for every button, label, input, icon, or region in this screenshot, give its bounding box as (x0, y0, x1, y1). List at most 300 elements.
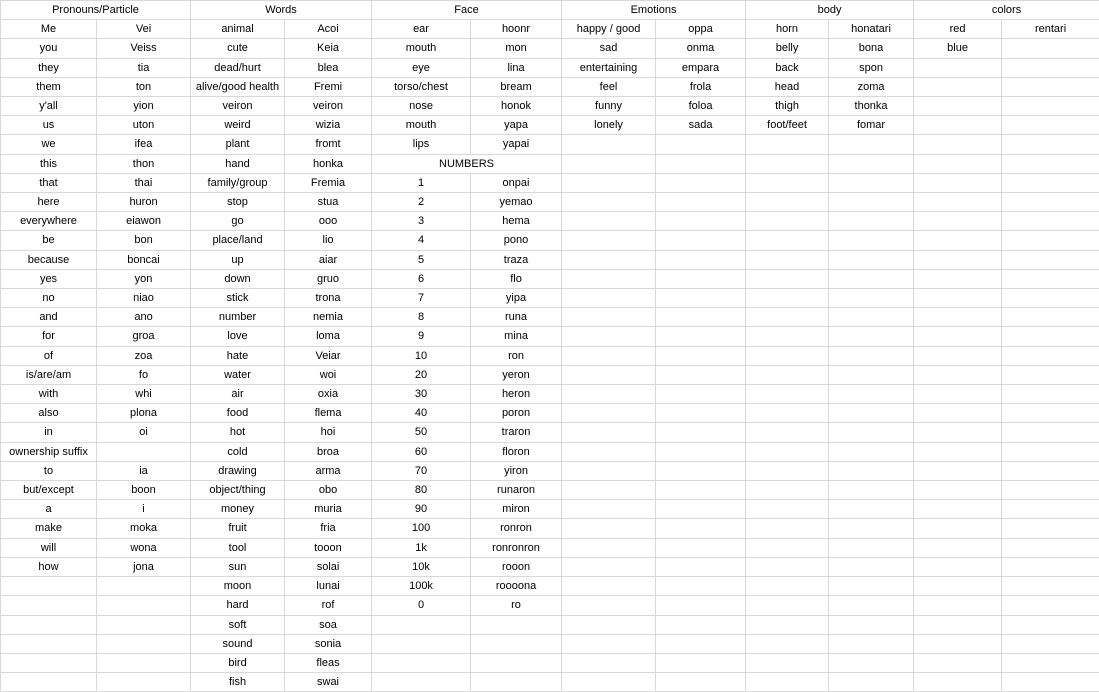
empty-cell (562, 231, 656, 250)
empty-cell (746, 461, 829, 480)
table-cell: here (1, 193, 97, 212)
table-cell: we (1, 135, 97, 154)
empty-cell (829, 135, 914, 154)
empty-cell (562, 154, 656, 173)
table-cell: make (1, 519, 97, 538)
table-cell: you (1, 39, 97, 58)
table-row (1, 481, 1099, 500)
empty-cell (656, 308, 746, 327)
empty-cell (829, 577, 914, 596)
table-cell: yemao (471, 193, 562, 212)
table-cell: fish (191, 673, 285, 692)
empty-cell (656, 173, 746, 192)
table-cell: 10k (372, 557, 471, 576)
empty-cell (1002, 327, 1099, 346)
table-cell: bon (97, 231, 191, 250)
empty-cell (372, 634, 471, 653)
empty-cell (656, 346, 746, 365)
table-cell: woi (285, 365, 372, 384)
table-cell: bream (471, 77, 562, 96)
empty-cell (562, 653, 656, 672)
table-cell: broa (285, 442, 372, 461)
table-cell: thigh (746, 97, 829, 116)
empty-cell (746, 615, 829, 634)
table-cell: tool (191, 538, 285, 557)
column-group-header: Words (191, 1, 372, 20)
empty-cell (829, 481, 914, 500)
table-cell: hard (191, 596, 285, 615)
table-cell: arma (285, 461, 372, 480)
empty-cell (1002, 442, 1099, 461)
empty-cell (746, 365, 829, 384)
table-cell: sonia (285, 634, 372, 653)
table-cell: 10 (372, 346, 471, 365)
table-cell: ronronron (471, 538, 562, 557)
table-cell: runa (471, 308, 562, 327)
table-cell: moon (191, 577, 285, 596)
empty-cell (656, 135, 746, 154)
empty-cell (1002, 577, 1099, 596)
table-cell: 100k (372, 577, 471, 596)
empty-cell (1002, 653, 1099, 672)
empty-cell (97, 673, 191, 692)
table-cell: Fremia (285, 173, 372, 192)
table-cell: 7 (372, 289, 471, 308)
table-cell: up (191, 250, 285, 269)
table-cell: wona (97, 538, 191, 557)
empty-cell (656, 653, 746, 672)
table-row (1, 269, 1099, 288)
empty-cell (914, 135, 1002, 154)
empty-cell (656, 577, 746, 596)
table-cell: zoa (97, 346, 191, 365)
table-cell: alive/good health (191, 77, 285, 96)
table-cell: lina (471, 58, 562, 77)
empty-cell (914, 442, 1002, 461)
table-cell: oppa (656, 20, 746, 39)
table-cell: blue (914, 39, 1002, 58)
empty-cell (656, 385, 746, 404)
empty-cell (746, 231, 829, 250)
table-cell: sada (656, 116, 746, 135)
table-cell: nose (372, 97, 471, 116)
table-row (1, 77, 1099, 96)
empty-cell (656, 461, 746, 480)
empty-cell (914, 365, 1002, 384)
empty-cell (829, 346, 914, 365)
table-row (1, 577, 1099, 596)
table-cell: 1k (372, 538, 471, 557)
empty-cell (562, 423, 656, 442)
table-cell: whi (97, 385, 191, 404)
empty-cell (829, 327, 914, 346)
empty-cell (656, 154, 746, 173)
empty-cell (746, 212, 829, 231)
empty-cell (656, 327, 746, 346)
empty-cell (829, 461, 914, 480)
table-cell: loma (285, 327, 372, 346)
table-cell: ronron (471, 519, 562, 538)
empty-cell (1002, 154, 1099, 173)
empty-cell (746, 596, 829, 615)
table-cell: Veiss (97, 39, 191, 58)
table-row (1, 289, 1099, 308)
table-cell: bird (191, 653, 285, 672)
table-cell: food (191, 404, 285, 423)
empty-cell (829, 154, 914, 173)
table-cell: hot (191, 423, 285, 442)
empty-cell (746, 519, 829, 538)
empty-cell (829, 615, 914, 634)
empty-cell (1002, 385, 1099, 404)
empty-cell (562, 173, 656, 192)
table-cell: is/are/am (1, 365, 97, 384)
empty-cell (914, 615, 1002, 634)
table-cell: happy / good (562, 20, 656, 39)
empty-cell (1002, 481, 1099, 500)
empty-cell (656, 673, 746, 692)
empty-cell (562, 365, 656, 384)
empty-cell (1, 653, 97, 672)
empty-cell (746, 673, 829, 692)
empty-cell (562, 193, 656, 212)
empty-cell (1002, 557, 1099, 576)
table-cell: because (1, 250, 97, 269)
table-cell: heron (471, 385, 562, 404)
empty-cell (914, 557, 1002, 576)
column-group-header: colors (914, 1, 1099, 20)
table-cell: onma (656, 39, 746, 58)
empty-cell (656, 269, 746, 288)
table-cell: 40 (372, 404, 471, 423)
table-cell: honok (471, 97, 562, 116)
table-cell: thonka (829, 97, 914, 116)
empty-cell (914, 538, 1002, 557)
empty-cell (829, 673, 914, 692)
table-cell: 3 (372, 212, 471, 231)
empty-cell (914, 269, 1002, 288)
empty-cell (829, 193, 914, 212)
table-cell: 50 (372, 423, 471, 442)
empty-cell (1002, 346, 1099, 365)
table-cell: funny (562, 97, 656, 116)
empty-cell (746, 327, 829, 346)
empty-cell (1002, 365, 1099, 384)
table-cell: family/group (191, 173, 285, 192)
empty-cell (1002, 212, 1099, 231)
empty-cell (1002, 289, 1099, 308)
empty-cell (829, 519, 914, 538)
empty-cell (914, 519, 1002, 538)
table-cell: this (1, 154, 97, 173)
empty-cell (914, 58, 1002, 77)
table-cell: sun (191, 557, 285, 576)
table-row (1, 596, 1099, 615)
table-cell: flema (285, 404, 372, 423)
table-cell: groa (97, 327, 191, 346)
table-cell: lonely (562, 116, 656, 135)
table-cell: ownership suffix (1, 442, 97, 461)
table-cell: soft (191, 615, 285, 634)
empty-cell (746, 404, 829, 423)
table-cell: runaron (471, 481, 562, 500)
table-cell: 80 (372, 481, 471, 500)
empty-cell (562, 308, 656, 327)
empty-cell (829, 500, 914, 519)
empty-cell (471, 634, 562, 653)
table-cell: that (1, 173, 97, 192)
table-cell: poron (471, 404, 562, 423)
empty-cell (746, 577, 829, 596)
table-row (1, 308, 1099, 327)
table-cell: soa (285, 615, 372, 634)
table-cell: thai (97, 173, 191, 192)
empty-cell (562, 404, 656, 423)
table-cell: plona (97, 404, 191, 423)
table-cell: tia (97, 58, 191, 77)
table-cell: back (746, 58, 829, 77)
empty-cell (97, 653, 191, 672)
empty-cell (1002, 500, 1099, 519)
table-cell: 60 (372, 442, 471, 461)
table-row (1, 231, 1099, 250)
empty-cell (1002, 269, 1099, 288)
table-cell: but/except (1, 481, 97, 500)
empty-cell (97, 577, 191, 596)
table-cell: traron (471, 423, 562, 442)
empty-cell (562, 289, 656, 308)
table-cell: pono (471, 231, 562, 250)
table-cell: hand (191, 154, 285, 173)
table-cell: a (1, 500, 97, 519)
empty-cell (656, 404, 746, 423)
table-cell: red (914, 20, 1002, 39)
table-cell: dead/hurt (191, 58, 285, 77)
table-cell: object/thing (191, 481, 285, 500)
table-row (1, 538, 1099, 557)
table-cell: 5 (372, 250, 471, 269)
table-cell: them (1, 77, 97, 96)
table-cell: yipa (471, 289, 562, 308)
empty-cell (656, 634, 746, 653)
table-row (1, 212, 1099, 231)
table-cell: frola (656, 77, 746, 96)
empty-cell (746, 423, 829, 442)
empty-cell (562, 596, 656, 615)
table-cell: ear (372, 20, 471, 39)
table-cell: water (191, 365, 285, 384)
table-cell: horn (746, 20, 829, 39)
table-cell: go (191, 212, 285, 231)
table-cell: sound (191, 634, 285, 653)
table-row (1, 250, 1099, 269)
table-row (1, 39, 1099, 58)
empty-cell (1, 615, 97, 634)
table-row (1, 20, 1099, 39)
table-cell: head (746, 77, 829, 96)
empty-cell (914, 173, 1002, 192)
table-cell: cold (191, 442, 285, 461)
empty-cell (829, 269, 914, 288)
empty-cell (656, 423, 746, 442)
empty-cell (656, 193, 746, 212)
empty-cell (1002, 135, 1099, 154)
table-cell: fo (97, 365, 191, 384)
empty-cell (914, 653, 1002, 672)
table-cell: boon (97, 481, 191, 500)
table-cell: flo (471, 269, 562, 288)
table-cell: 70 (372, 461, 471, 480)
table-cell: 100 (372, 519, 471, 538)
empty-cell (1002, 77, 1099, 96)
table-cell: yes (1, 269, 97, 288)
table-cell: veiron (191, 97, 285, 116)
empty-cell (1002, 423, 1099, 442)
empty-cell (97, 596, 191, 615)
table-cell: wizia (285, 116, 372, 135)
empty-cell (829, 250, 914, 269)
empty-cell (562, 442, 656, 461)
empty-cell (562, 461, 656, 480)
empty-cell (914, 154, 1002, 173)
table-cell: hoi (285, 423, 372, 442)
empty-cell (562, 500, 656, 519)
table-cell: mouth (372, 39, 471, 58)
empty-cell (1002, 519, 1099, 538)
table-cell: NUMBERS (372, 154, 562, 173)
empty-cell (562, 327, 656, 346)
empty-cell (746, 135, 829, 154)
empty-cell (1002, 250, 1099, 269)
table-cell: drawing (191, 461, 285, 480)
empty-cell (562, 269, 656, 288)
table-cell: Me (1, 20, 97, 39)
empty-cell (1002, 615, 1099, 634)
column-group-header: body (746, 1, 914, 20)
table-cell: empara (656, 58, 746, 77)
table-cell: y'all (1, 97, 97, 116)
table-row (1, 404, 1099, 423)
table-cell: niao (97, 289, 191, 308)
empty-cell (97, 634, 191, 653)
empty-cell (562, 577, 656, 596)
table-cell: air (191, 385, 285, 404)
table-cell: oi (97, 423, 191, 442)
table-cell: honka (285, 154, 372, 173)
empty-cell (562, 250, 656, 269)
table-cell: everywhere (1, 212, 97, 231)
table-cell: yon (97, 269, 191, 288)
empty-cell (829, 442, 914, 461)
table-cell: thon (97, 154, 191, 173)
empty-cell (656, 365, 746, 384)
table-cell: oxia (285, 385, 372, 404)
empty-cell (656, 442, 746, 461)
empty-cell (914, 327, 1002, 346)
table-cell: belly (746, 39, 829, 58)
empty-cell (656, 500, 746, 519)
table-cell: rooon (471, 557, 562, 576)
table-cell: ro (471, 596, 562, 615)
empty-cell (829, 385, 914, 404)
table-cell: ron (471, 346, 562, 365)
empty-cell (1002, 58, 1099, 77)
empty-cell (372, 653, 471, 672)
empty-cell (914, 673, 1002, 692)
table-cell: zoma (829, 77, 914, 96)
table-cell: 4 (372, 231, 471, 250)
empty-cell (372, 615, 471, 634)
empty-cell (829, 596, 914, 615)
table-cell: ooo (285, 212, 372, 231)
table-cell: eye (372, 58, 471, 77)
table-cell: foloa (656, 97, 746, 116)
table-row (1, 423, 1099, 442)
empty-cell (372, 673, 471, 692)
table-cell: no (1, 289, 97, 308)
empty-cell (746, 634, 829, 653)
empty-cell (746, 289, 829, 308)
table-cell: with (1, 385, 97, 404)
empty-cell (829, 173, 914, 192)
table-cell: rof (285, 596, 372, 615)
table-cell: hoonr (471, 20, 562, 39)
table-cell: lips (372, 135, 471, 154)
table-cell: yion (97, 97, 191, 116)
empty-cell (656, 519, 746, 538)
empty-cell (746, 500, 829, 519)
empty-cell (914, 481, 1002, 500)
table-header-row (1, 1, 1099, 20)
empty-cell (1002, 461, 1099, 480)
empty-cell (914, 97, 1002, 116)
empty-cell (562, 557, 656, 576)
table-row (1, 461, 1099, 480)
empty-cell (562, 135, 656, 154)
table-cell: of (1, 346, 97, 365)
empty-cell (829, 404, 914, 423)
table-row (1, 500, 1099, 519)
column-group-header: Face (372, 1, 562, 20)
table-cell: jona (97, 557, 191, 576)
empty-cell (746, 346, 829, 365)
table-row (1, 327, 1099, 346)
empty-cell (914, 500, 1002, 519)
empty-cell (97, 442, 191, 461)
empty-cell (1002, 634, 1099, 653)
empty-cell (656, 538, 746, 557)
table-cell: also (1, 404, 97, 423)
table-cell: 20 (372, 365, 471, 384)
table-cell: rentari (1002, 20, 1099, 39)
table-cell: 8 (372, 308, 471, 327)
empty-cell (562, 615, 656, 634)
table-row (1, 673, 1099, 692)
column-group-header: Pronouns/Particle (1, 1, 191, 20)
table-cell: foot/feet (746, 116, 829, 135)
empty-cell (914, 212, 1002, 231)
empty-cell (829, 289, 914, 308)
table-cell: 0 (372, 596, 471, 615)
table-cell: down (191, 269, 285, 288)
empty-cell (914, 193, 1002, 212)
table-cell: 9 (372, 327, 471, 346)
table-cell: mouth (372, 116, 471, 135)
empty-cell (562, 519, 656, 538)
table-cell: sad (562, 39, 656, 58)
table-cell: lio (285, 231, 372, 250)
empty-cell (1002, 673, 1099, 692)
